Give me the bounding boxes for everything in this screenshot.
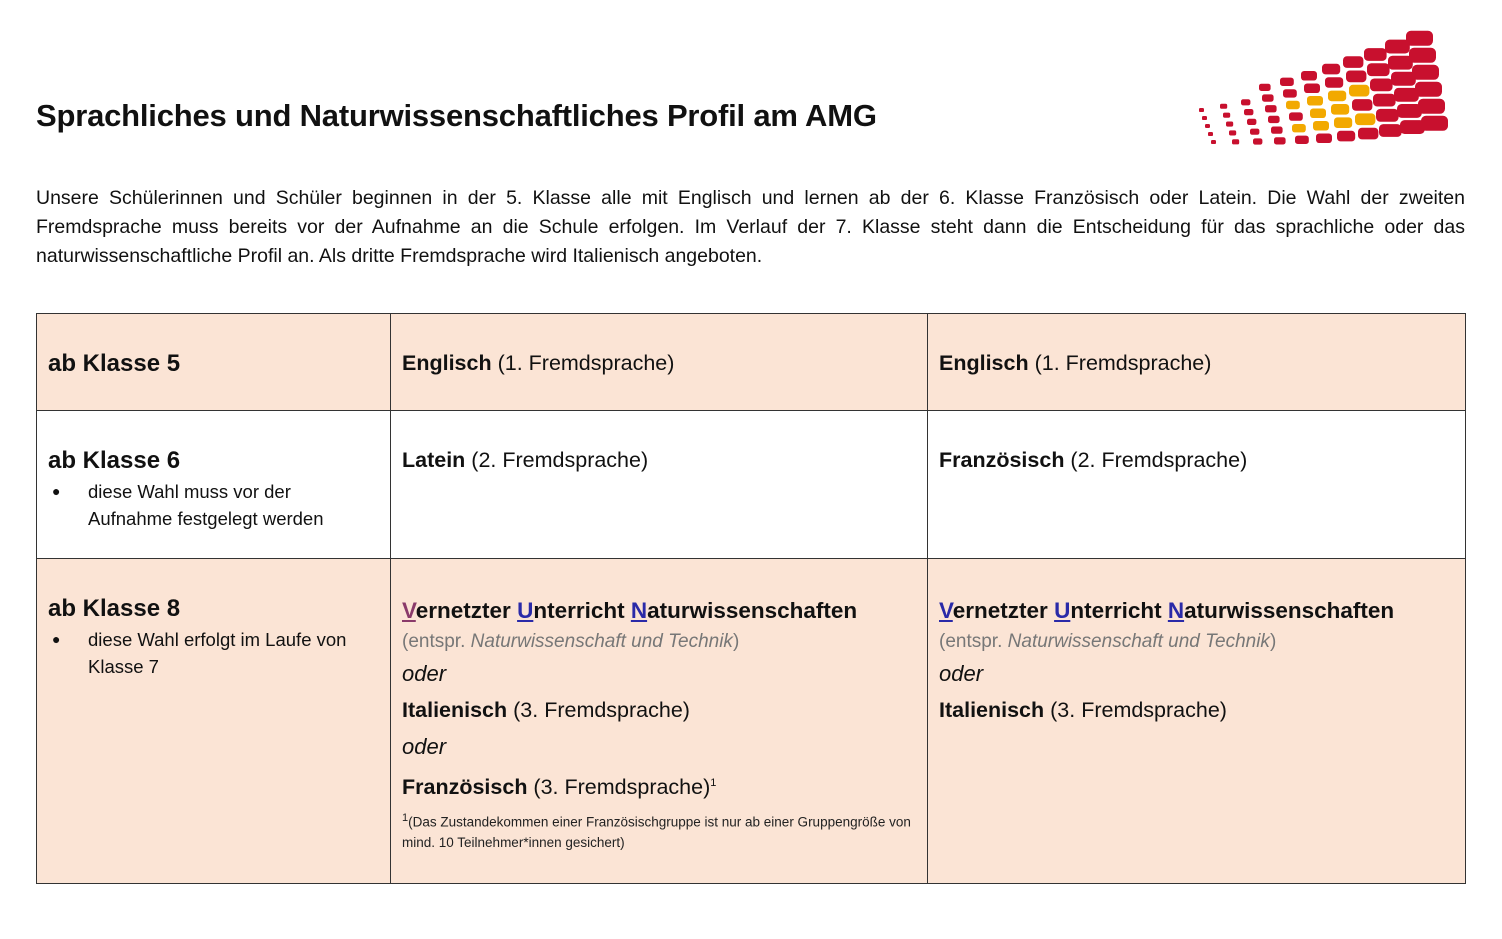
- row-label: ab Klasse 8: [48, 595, 181, 622]
- logo-tile: [1304, 84, 1320, 94]
- logo-tile: [1310, 109, 1326, 119]
- logo-tile: [1313, 121, 1329, 131]
- logo-tile: [1328, 91, 1346, 102]
- vun-subject: Vernetzter Unterricht Naturwissenschaften: [939, 598, 1395, 623]
- row-label-cell: [37, 314, 391, 411]
- sprachlich-cell: [391, 314, 928, 411]
- logo-tile: [1418, 99, 1445, 114]
- bullet-icon: ●: [52, 483, 61, 499]
- logo-tile: [1202, 116, 1207, 120]
- logo-tile: [1376, 109, 1399, 122]
- logo-tile: [1409, 48, 1436, 63]
- logo-tile: [1331, 104, 1349, 115]
- subject-entry: Latein (2. Fremdsprache): [402, 448, 649, 472]
- page-title: Sprachliches und Naturwissenschaftliches Profil am AMG: [36, 98, 877, 133]
- logo-tile: [1280, 78, 1294, 86]
- logo-tile: [1301, 71, 1317, 81]
- logo-tile: [1232, 139, 1239, 144]
- logo-tile: [1367, 63, 1390, 76]
- logo-tile: [1289, 112, 1303, 120]
- logo-tile: [1343, 56, 1363, 68]
- logo-tile: [1307, 96, 1323, 106]
- logo-tile: [1229, 130, 1236, 135]
- logo-tile: [1274, 137, 1286, 144]
- logo-tile: [1364, 48, 1387, 61]
- logo-tile: [1211, 140, 1216, 144]
- logo-tile: [1208, 132, 1213, 136]
- logo-tile: [1370, 79, 1393, 92]
- logo-tile: [1355, 113, 1375, 125]
- logo-tile: [1322, 64, 1340, 75]
- vun-note: (entspr. Naturwissenschaft und Technik): [402, 631, 740, 652]
- logo-tile: [1226, 122, 1233, 127]
- logo-tile: [1337, 131, 1355, 142]
- sprachlich-cell: [391, 559, 928, 884]
- row-label: ab Klasse 6: [48, 447, 181, 474]
- row-label-cell: [37, 559, 391, 884]
- footnote-ref: 1: [710, 777, 717, 789]
- oder-label: oder: [939, 661, 984, 686]
- logo-tile: [1205, 124, 1210, 128]
- logo-tile: [1346, 71, 1366, 83]
- logo-tile: [1415, 82, 1442, 97]
- logo-tile: [1406, 31, 1433, 46]
- vun-note: (entspr. Naturwissenschaft und Technik): [939, 631, 1277, 652]
- vun-subject: Vernetzter Unterricht Naturwissenschaften: [402, 598, 858, 623]
- subject-entry: Französisch (3. Fremdsprache)$^1$: [402, 775, 717, 800]
- bullet-note: ● diese Wahl muss vor der Aufnahme festgelegt werden: [48, 478, 379, 532]
- intro-paragraph: Unsere Schülerinnen und Schüler beginnen in der 5. Klasse alle mit Englisch und lernen ab der 6. Klasse Französisch oder Latein. Die Wahl der zweiten Fremdsprache muss bereits vor der Aufnahme an die Schule erfolgen. Im Verlauf der 7. Klasse steht dann die Entscheidung für das sprachliche oder das naturwissenschaftliche Profil an. Als dritte Fremdsprache wird Italienisch angeboten.: [36, 187, 1465, 267]
- logo-tile: [1253, 138, 1262, 144]
- logo-tile: [1316, 134, 1332, 144]
- row-label-cell: [37, 411, 391, 559]
- logo-tile: [1271, 127, 1283, 134]
- profile-table: [36, 313, 1466, 884]
- table-row-klasse-6: [37, 411, 1466, 559]
- logo-tile: [1223, 113, 1230, 118]
- logo-tile: [1412, 65, 1439, 80]
- logo-tile: [1265, 105, 1277, 112]
- logo-tile: [1286, 101, 1300, 109]
- subject-entry: Englisch (1. Fremdsprache): [402, 351, 675, 375]
- naturwissenschaftlich-cell: [928, 411, 1466, 559]
- logo-tile: [1373, 94, 1396, 107]
- logo-tile: [1295, 136, 1309, 144]
- logo-tile: [1292, 124, 1306, 132]
- logo-tile: [1220, 104, 1227, 109]
- naturwissenschaftlich-cell: [928, 314, 1466, 411]
- logo-tile: [1283, 89, 1297, 97]
- logo-tile: [1241, 99, 1250, 105]
- logo-tile: [1379, 124, 1402, 137]
- subject-entry: Englisch (1. Fremdsprache): [939, 351, 1212, 375]
- table-row-klasse-5: [37, 314, 1466, 411]
- bullet-note: ● diese Wahl erfolgt im Laufe von Klasse 7: [48, 626, 379, 680]
- logo-tile: [1268, 116, 1280, 123]
- row-label: ab Klasse 5: [48, 350, 181, 377]
- amg-logo-icon: [1190, 20, 1450, 180]
- sprachlich-cell: [391, 411, 928, 559]
- logo-tile: [1199, 108, 1204, 112]
- logo-tile: [1352, 99, 1372, 111]
- oder-label: oder: [402, 661, 447, 686]
- logo-tile: [1349, 85, 1369, 97]
- subject-entry: Italienisch (3. Fremdsprache): [939, 698, 1227, 722]
- subject-entry: Französisch (2. Fremdsprache): [939, 448, 1248, 472]
- logo-tile: [1421, 116, 1448, 131]
- naturwissenschaftlich-cell: [928, 559, 1466, 884]
- oder-label: oder: [402, 734, 447, 759]
- logo-tile: [1244, 109, 1253, 115]
- logo-tile: [1262, 94, 1274, 101]
- logo-tile: [1250, 129, 1259, 135]
- table-row-klasse-8: [37, 559, 1466, 884]
- logo-tile: [1358, 128, 1378, 140]
- logo-tile: [1334, 117, 1352, 128]
- logo-tile: [1325, 77, 1343, 88]
- subject-entry: Italienisch (3. Fremdsprache): [402, 698, 690, 722]
- footnote: $^1$(Das Zustandekommen einer Französischgruppe ist nur ab einer Gruppengröße von mind. 10 Teilnehmer*innen gesichert): [402, 812, 911, 850]
- logo-tile: [1259, 84, 1271, 91]
- logo-tile: [1247, 119, 1256, 125]
- bullet-icon: ●: [52, 631, 61, 647]
